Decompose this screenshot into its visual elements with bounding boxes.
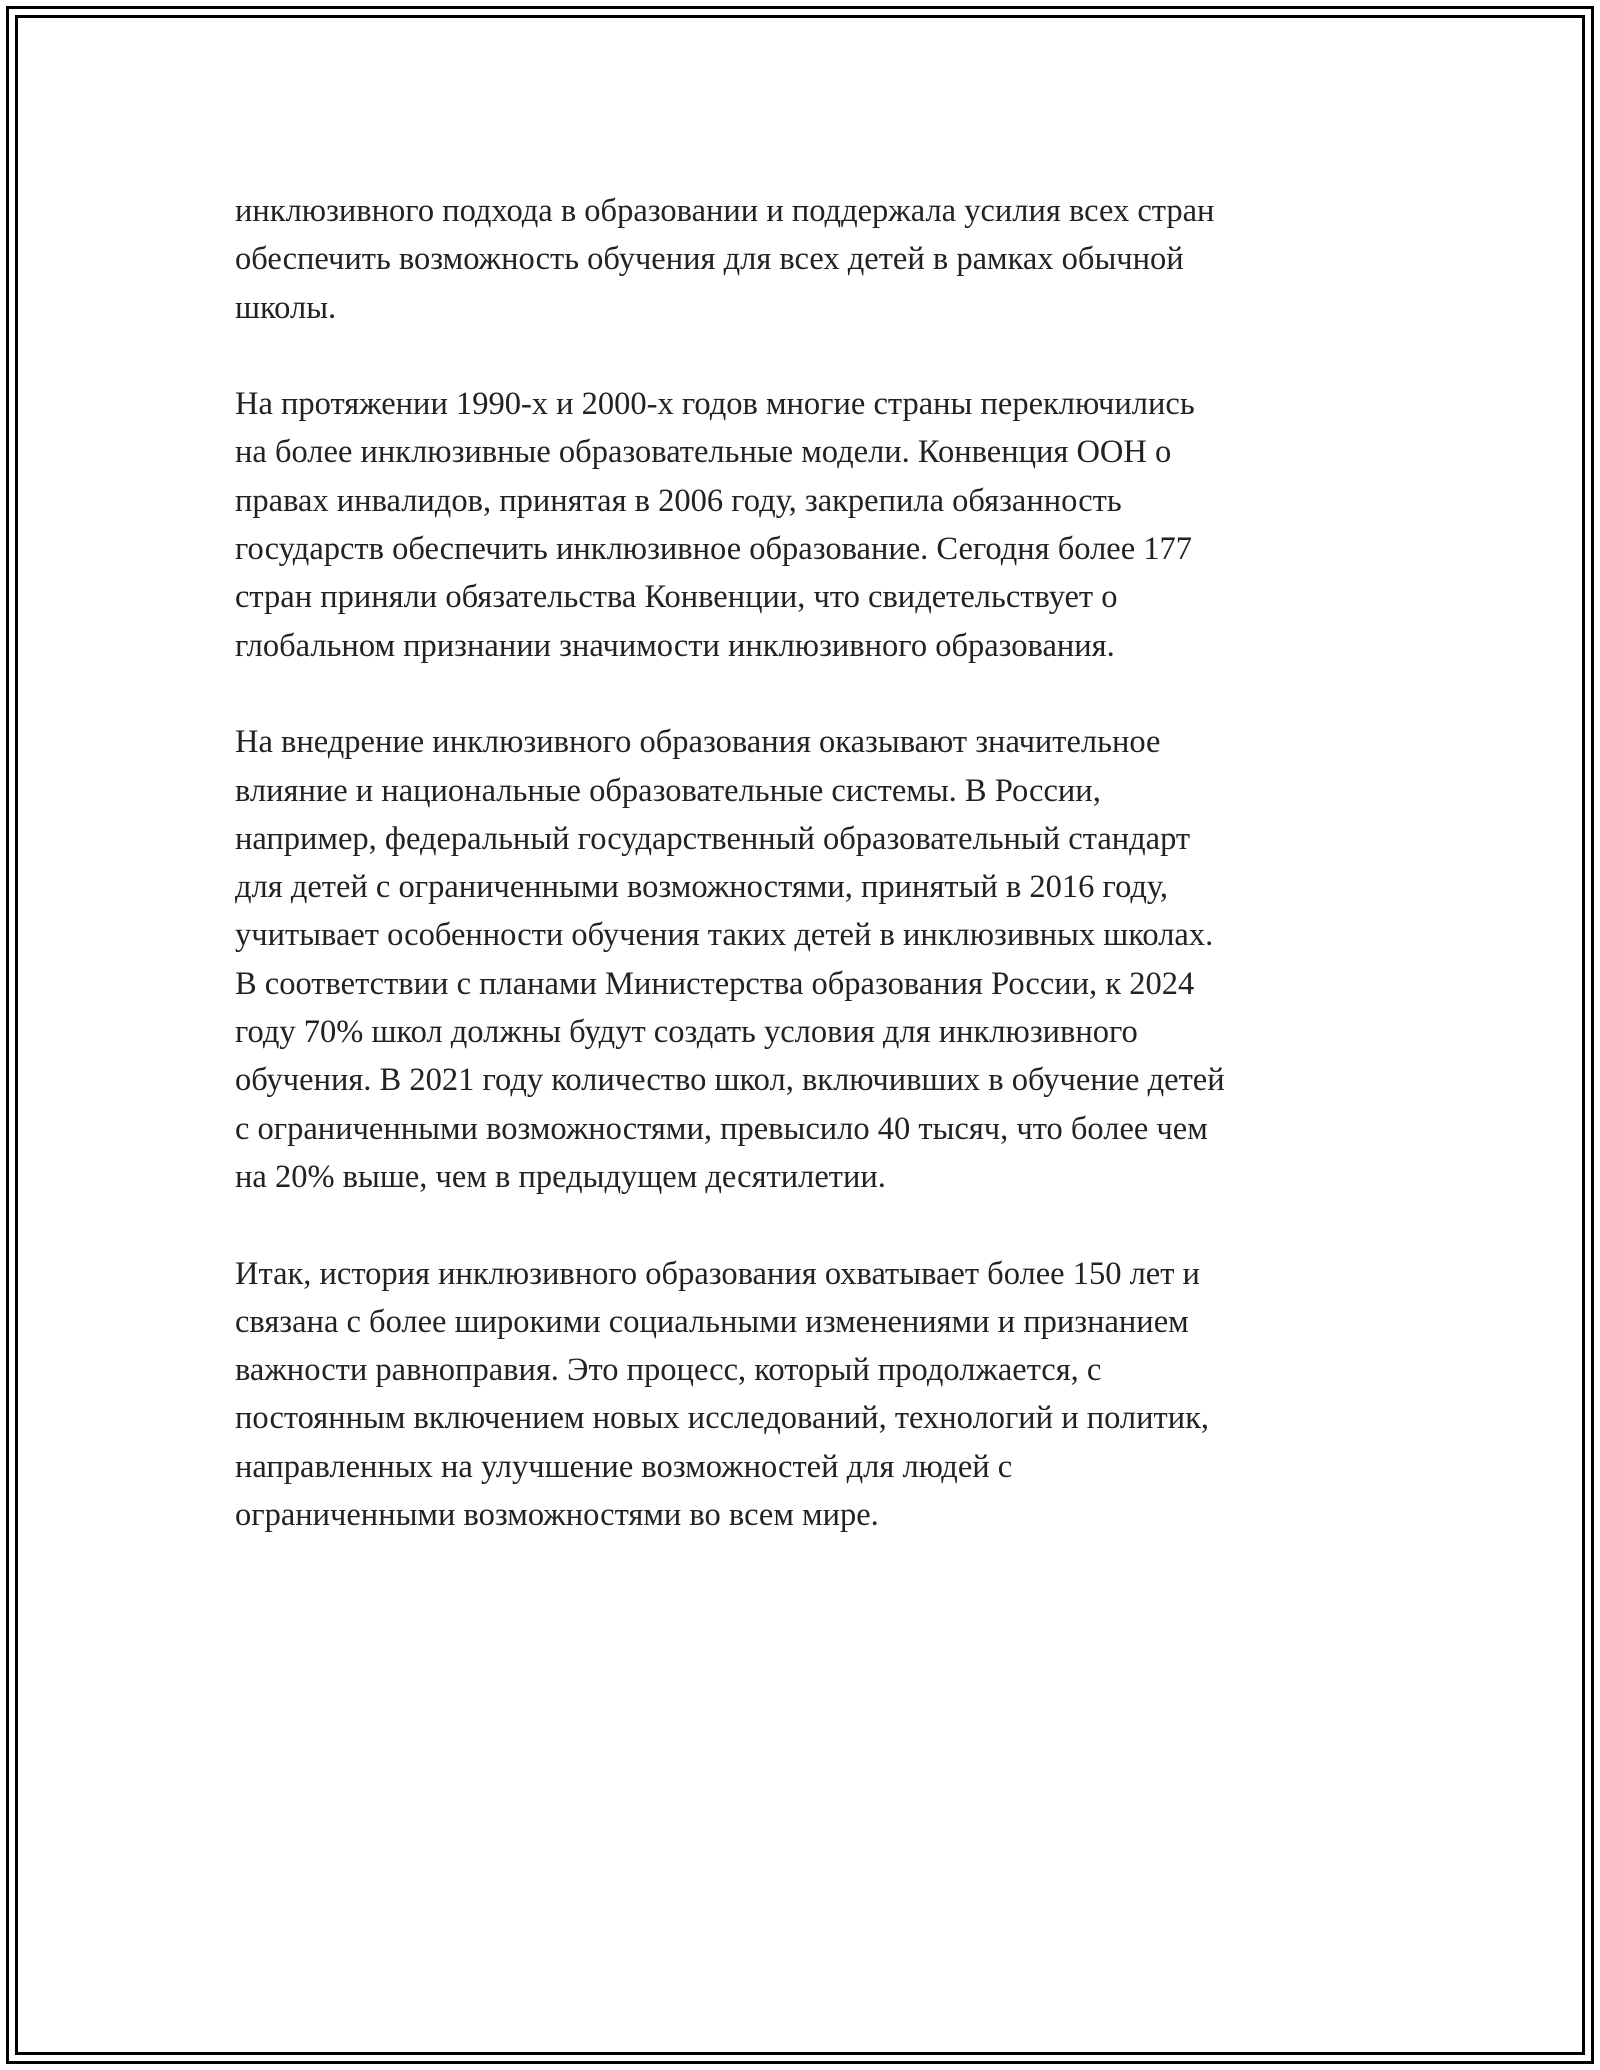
paragraph-line: на 20% выше, чем в предыдущем десятилетии.: [235, 1158, 886, 1195]
paragraph-1: [235, 187, 1375, 332]
paragraph-line: правах инвалидов, принятая в 2006 году, закрепила обязанность: [235, 482, 1122, 519]
paragraph-line: обеспечить возможность обучения для всех детей в рамках обычной: [235, 241, 1184, 278]
paragraph-line: с ограниченными возможностями, превысило 40 тысяч, что более чем: [235, 1110, 1208, 1147]
paragraph-line: государств обеспечить инклюзивное образование. Сегодня более 177: [235, 531, 1193, 568]
paragraph-line: школы.: [235, 289, 337, 326]
paragraph-line: на более инклюзивные образовательные модели. Конвенция ООН о: [235, 434, 1172, 471]
paragraph-line: стран приняли обязательства Конвенции, что свидетельствует о: [235, 579, 1118, 616]
paragraph-line: На протяжении 1990-х и 2000-х годов многие страны переключились: [235, 386, 1195, 423]
paragraph-line: важности равноправия. Это процесс, который продолжается, с: [235, 1352, 1102, 1389]
paragraph-line: учитывает особенности обучения таких детей в инклюзивных школах.: [235, 917, 1214, 954]
paragraph-line: влияние и национальные образовательные системы. В России,: [235, 772, 1101, 809]
paragraph-line: обучения. В 2021 году количество школ, включивших в обучение детей: [235, 1062, 1225, 1099]
paragraph-line: году 70% школ должны будут создать условия для инклюзивного: [235, 1014, 1138, 1051]
paragraph-line: инклюзивного подхода в образовании и поддержала усилия всех стран: [235, 193, 1215, 229]
paragraph-4: [235, 1250, 1375, 1540]
paragraph-3: [235, 718, 1375, 1201]
paragraph-line: На внедрение инклюзивного образования оказывают значительное: [235, 724, 1161, 761]
paragraph-line: глобальном признании значимости инклюзивного образования.: [235, 627, 1115, 664]
paragraph-line: для детей с ограниченными возможностями, принятый в 2016 году,: [235, 869, 1169, 906]
paragraph-2: [235, 380, 1375, 670]
paragraph-line: В соответствии с планами Министерства образования России, к 2024: [235, 965, 1195, 1002]
document-body: [235, 187, 1375, 1588]
paragraph-line: постоянным включением новых исследований, технологий и политик,: [235, 1400, 1210, 1437]
paragraph-line: связана с более широкими социальными изменениями и признанием: [235, 1303, 1189, 1340]
paragraph-line: направленных на улучшение возможностей для людей с: [235, 1448, 1013, 1485]
paragraph-line: Итак, история инклюзивного образования охватывает более 150 лет и: [235, 1255, 1200, 1292]
paragraph-line: например, федеральный государственный образовательный стандарт: [235, 820, 1191, 857]
paragraph-line: ограниченными возможностями во всем мире.: [235, 1497, 879, 1534]
